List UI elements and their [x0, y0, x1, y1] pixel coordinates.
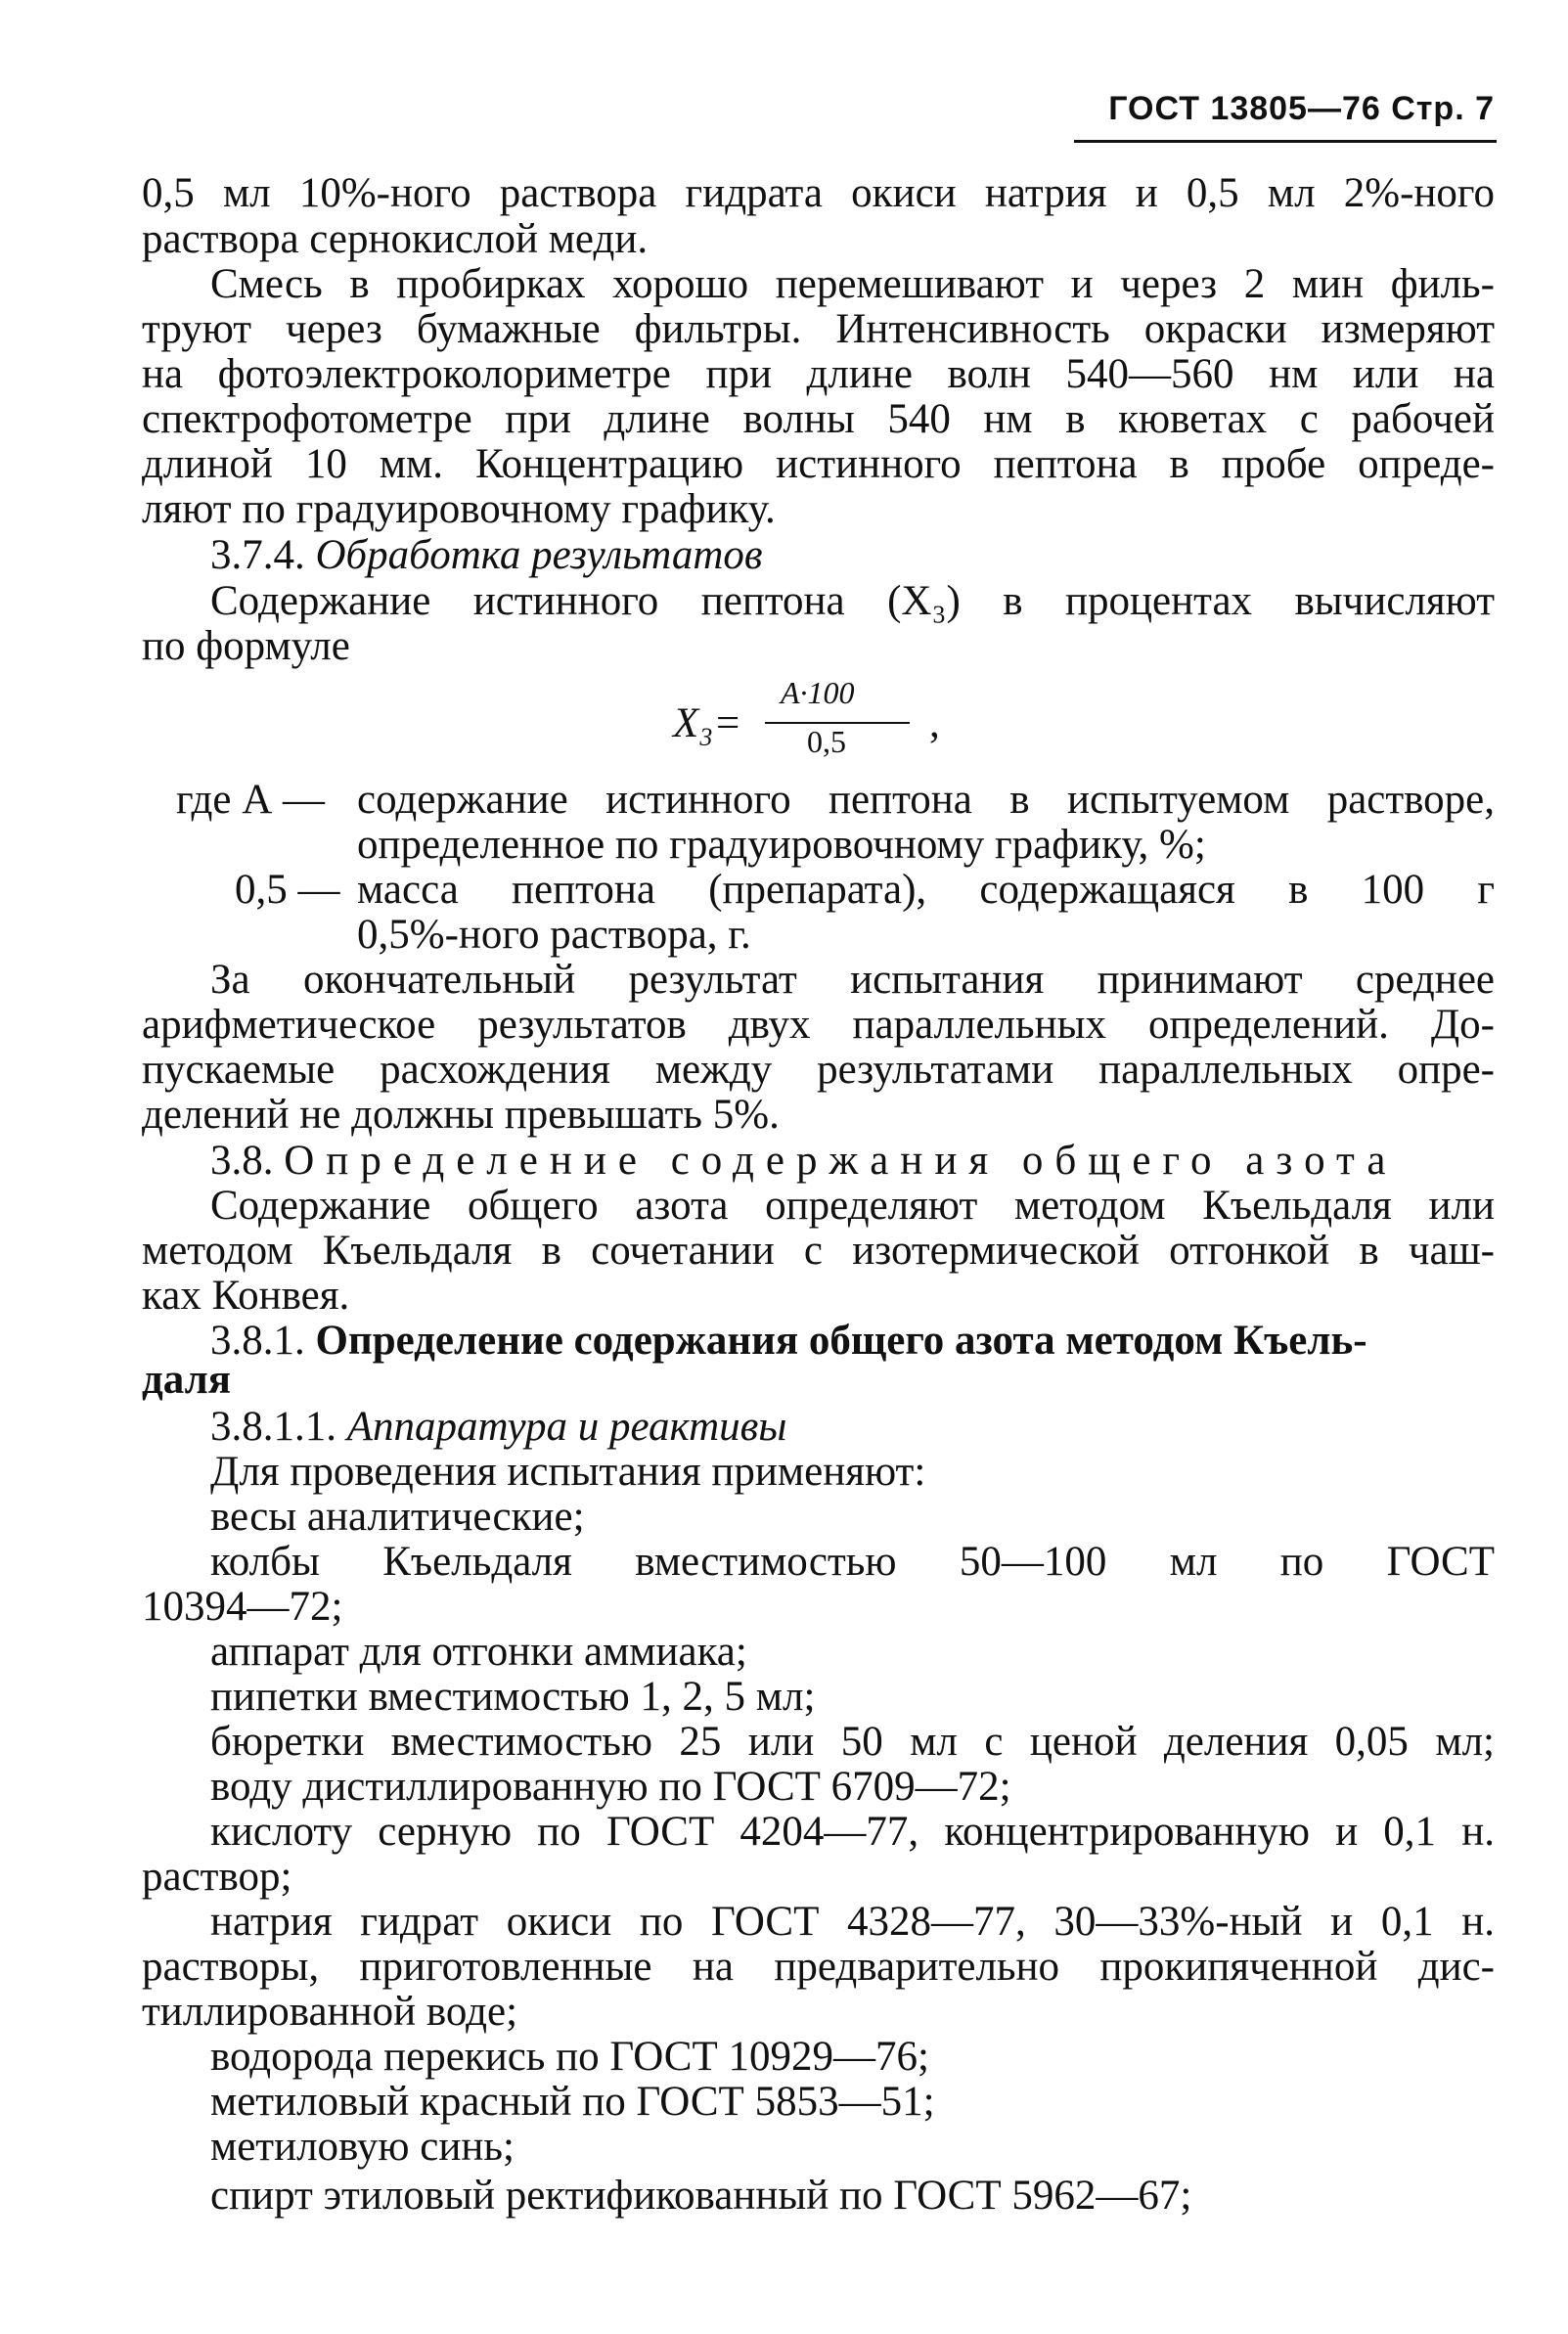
section-title: Определение содержания общего азота [284, 1138, 1398, 1184]
formula-lhs: X₃= [673, 700, 742, 746]
where-text: содержание истинного пептона в испытуемом растворе, [357, 777, 1495, 823]
text-line: на фотоэлектроколориметре при длине волн 540—560 нм или на [142, 351, 1495, 397]
section-number: 3.8. [210, 1138, 285, 1184]
text-line: Содержание общего азота определяют методом Къельдаля или [210, 1183, 1495, 1229]
section-title: Обработка результатов [315, 532, 763, 578]
list-item: водорода перекись по ГОСТ 10929—76; [210, 2034, 929, 2080]
section-heading [210, 1319, 1495, 1364]
text-line: Смесь в пробирках хорошо перемешивают и через 2 мин филь- [210, 261, 1495, 307]
section-title: Аппаратура и реактивы [346, 1404, 787, 1450]
text-line: ках Конвея. [142, 1273, 350, 1319]
text-line: Содержание истинного пептона (X₃) в процентах вычисляют [210, 578, 1495, 624]
where-text: 0,5%-ного раствора, г. [357, 912, 751, 958]
list-item: тиллированной воде; [142, 1989, 518, 2035]
list-item: пипетки вместимостью 1, 2, 5 мл; [210, 1674, 816, 1720]
text-line: методом Къельдаля в сочетании с изотермической отгонкой в чаш- [142, 1228, 1495, 1274]
page-header: ГОСТ 13805—76 Стр. 7 [1108, 90, 1495, 127]
text-line: длиной 10 мм. Концентрацию истинного пептона в пробе опреде- [142, 441, 1495, 487]
list-item: весы аналитические; [210, 1494, 585, 1540]
where-prefix: 0,5 — [235, 867, 340, 913]
section-heading [210, 1405, 786, 1450]
list-item: кислоту серную по ГОСТ 4204—77, концентрированную и 0,1 н. [210, 1809, 1495, 1855]
list-item: аппарат для отгонки аммиака; [210, 1629, 747, 1675]
text-line: спектрофотометре при длине волны 540 нм в кюветах с рабочей [142, 396, 1495, 442]
text-line: За окончательный результат испытания принимают среднее [210, 957, 1495, 1003]
formula-numerator: A·100 [781, 675, 855, 710]
formula-denominator: 0,5 [807, 724, 846, 759]
list-item: бюретки вместимостью 25 или 50 мл с ценой деления 0,05 мл; [210, 1719, 1495, 1765]
header-rule [1074, 140, 1497, 143]
section-heading [210, 533, 763, 578]
text-line: делений не должны превышать 5%. [142, 1092, 780, 1138]
section-title-continued: даля [142, 1357, 232, 1403]
where-text: определенное по градуировочному графику, %; [357, 822, 1206, 868]
text-line: по формуле [142, 623, 350, 669]
list-item: раствор; [142, 1854, 292, 1900]
section-title: Определение содержания общего азота методом Къель- [315, 1318, 1367, 1364]
text-line: арифметическое результатов двух параллельных определений. До- [142, 1002, 1495, 1048]
list-item: воду дистиллированную по ГОСТ 6709—72; [210, 1764, 1011, 1810]
list-item: метиловую синь; [210, 2124, 515, 2170]
list-item: натрия гидрат окиси по ГОСТ 4328—77, 30—33%-ный и 0,1 н. [210, 1899, 1495, 1945]
list-item: 10394—72; [142, 1584, 343, 1630]
text-line: раствора сернокислой меди. [142, 216, 649, 262]
text-line: пускаемые расхождения между результатами параллельных опре- [142, 1047, 1495, 1093]
list-item: метиловый красный по ГОСТ 5853—51; [210, 2079, 935, 2125]
list-item: спирт этиловый ректификованный по ГОСТ 5962—67; [210, 2173, 1192, 2219]
text-line: ляют по градуировочному графику. [142, 486, 776, 532]
section-number: 3.8.1. [210, 1318, 316, 1364]
list-item: Для проведения испытания применяют: [210, 1449, 926, 1495]
where-text: масса пептона (препарата), содержащаяся в 100 г [357, 867, 1495, 913]
text-line: труют через бумажные фильтры. Интенсивность окраски измеряют [142, 306, 1495, 352]
list-item: растворы, приготовленные на предварительно прокипяченной дис- [142, 1944, 1495, 1990]
text-line: 0,5 мл 10%-ного раствора гидрата окиси натрия и 0,5 мл 2%-ного [142, 170, 1495, 216]
formula-tail: , [929, 700, 940, 746]
where-prefix: где А — [176, 777, 326, 823]
section-number: 3.7.4. [210, 532, 316, 578]
list-item: колбы Къельдаля вместимостью 50—100 мл по ГОСТ [210, 1539, 1495, 1585]
section-number: 3.8.1.1. [210, 1404, 347, 1450]
section-heading [210, 1139, 1397, 1184]
